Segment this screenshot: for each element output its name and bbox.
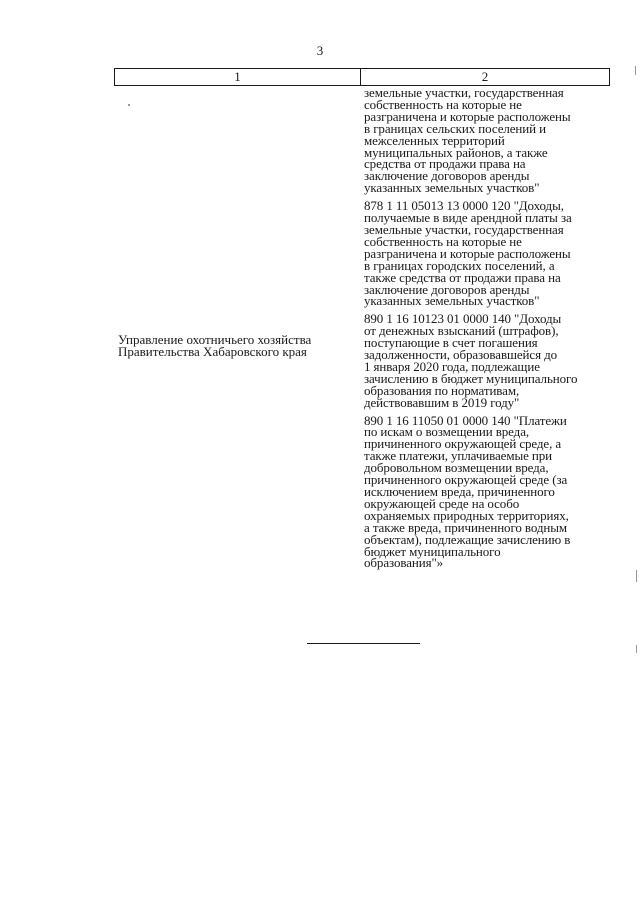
organization-name-line: Правительства Хабаровского края bbox=[118, 344, 307, 359]
scan-mark bbox=[635, 66, 636, 75]
entry-line: причиненного окружающей среде, а bbox=[364, 436, 562, 452]
entry-line: зачислению в бюджет муниципального bbox=[364, 370, 578, 386]
entry-line: муниципальных районов, а также bbox=[364, 144, 548, 160]
table-header-col-1: 1 bbox=[115, 69, 361, 85]
page-number: 3 bbox=[316, 43, 324, 58]
entry-line: средства от продажи права на bbox=[364, 156, 526, 172]
revenue-entry bbox=[364, 87, 614, 194]
revenue-entry bbox=[364, 313, 614, 408]
end-divider bbox=[307, 643, 420, 644]
scan-mark bbox=[636, 645, 637, 653]
entry-line: разграничена и которые расположены bbox=[364, 245, 571, 261]
entry-line: 890 1 16 10123 01 0000 140 "Доходы bbox=[364, 311, 562, 327]
entry-line: собственность на которые не bbox=[364, 96, 522, 112]
entry-line: также средства от продажи права на bbox=[364, 269, 561, 285]
entry-line: указанных земельных участков" bbox=[364, 180, 540, 196]
entry-line: 878 1 11 05013 13 0000 120 "Доходы, bbox=[364, 198, 564, 214]
scan-mark bbox=[636, 570, 637, 582]
entry-line: причиненного окружающей среде (за bbox=[364, 472, 568, 488]
entry-line: заключение договоров аренды bbox=[364, 281, 530, 297]
revenue-entry bbox=[364, 200, 614, 307]
organization-name bbox=[118, 334, 358, 358]
entry-line: действовавшим в 2019 году" bbox=[364, 394, 520, 410]
entry-line: 890 1 16 11050 01 0000 140 "Платежи bbox=[364, 412, 567, 428]
entry-line: окружающей среде на особо bbox=[364, 495, 520, 511]
entry-line: в границах сельских поселений и bbox=[364, 120, 547, 136]
entry-line: 1 января 2020 года, подлежащие bbox=[364, 358, 540, 374]
revenue-entry bbox=[364, 412, 614, 571]
entry-line: также платежи, уплачиваемые при bbox=[364, 448, 553, 464]
entry-line: заключение договоров аренды bbox=[364, 168, 530, 184]
entry-line: разграничена и которые расположены bbox=[364, 108, 571, 124]
entry-line: в границах городских поселений, а bbox=[364, 257, 555, 273]
entry-line: исключением вреда, причиненного bbox=[364, 484, 555, 499]
entry-line: объектам), подлежащие зачислению в bbox=[364, 531, 571, 547]
entry-line: земельные участки, государственная bbox=[364, 85, 564, 100]
entry-line: получаемые в виде арендной платы за bbox=[364, 210, 572, 226]
table-header-row bbox=[114, 68, 610, 86]
entry-line: поступающие в счет погашения bbox=[364, 335, 538, 351]
entry-line: бюджет муниципального bbox=[364, 543, 501, 559]
entry-line: по искам о возмещении вреда, bbox=[364, 424, 530, 440]
entry-line: охраняемых природных территориях, bbox=[364, 507, 569, 523]
entry-line: а также вреда, причиненного водным bbox=[364, 519, 568, 535]
scan-mark bbox=[128, 104, 130, 106]
entry-line: образования"» bbox=[364, 555, 444, 571]
entry-line: земельные участки, государственная bbox=[364, 221, 564, 237]
entry-line: межселенных территорий bbox=[364, 132, 505, 148]
entry-line: собственность на которые не bbox=[364, 233, 522, 249]
table-header-col-2: 2 bbox=[481, 69, 489, 84]
entry-line: задолженности, образовавшейся до bbox=[364, 347, 558, 363]
entry-line: образования по нормативам, bbox=[364, 382, 520, 398]
entry-line: добровольном возмещении вреда, bbox=[364, 460, 549, 476]
revenue-codes-column bbox=[364, 87, 614, 575]
organization-name-line: Управление охотничьего хозяйства bbox=[118, 332, 312, 347]
entry-line: от денежных взысканий (штрафов), bbox=[364, 323, 559, 339]
entry-line: указанных земельных участков" bbox=[364, 293, 540, 309]
